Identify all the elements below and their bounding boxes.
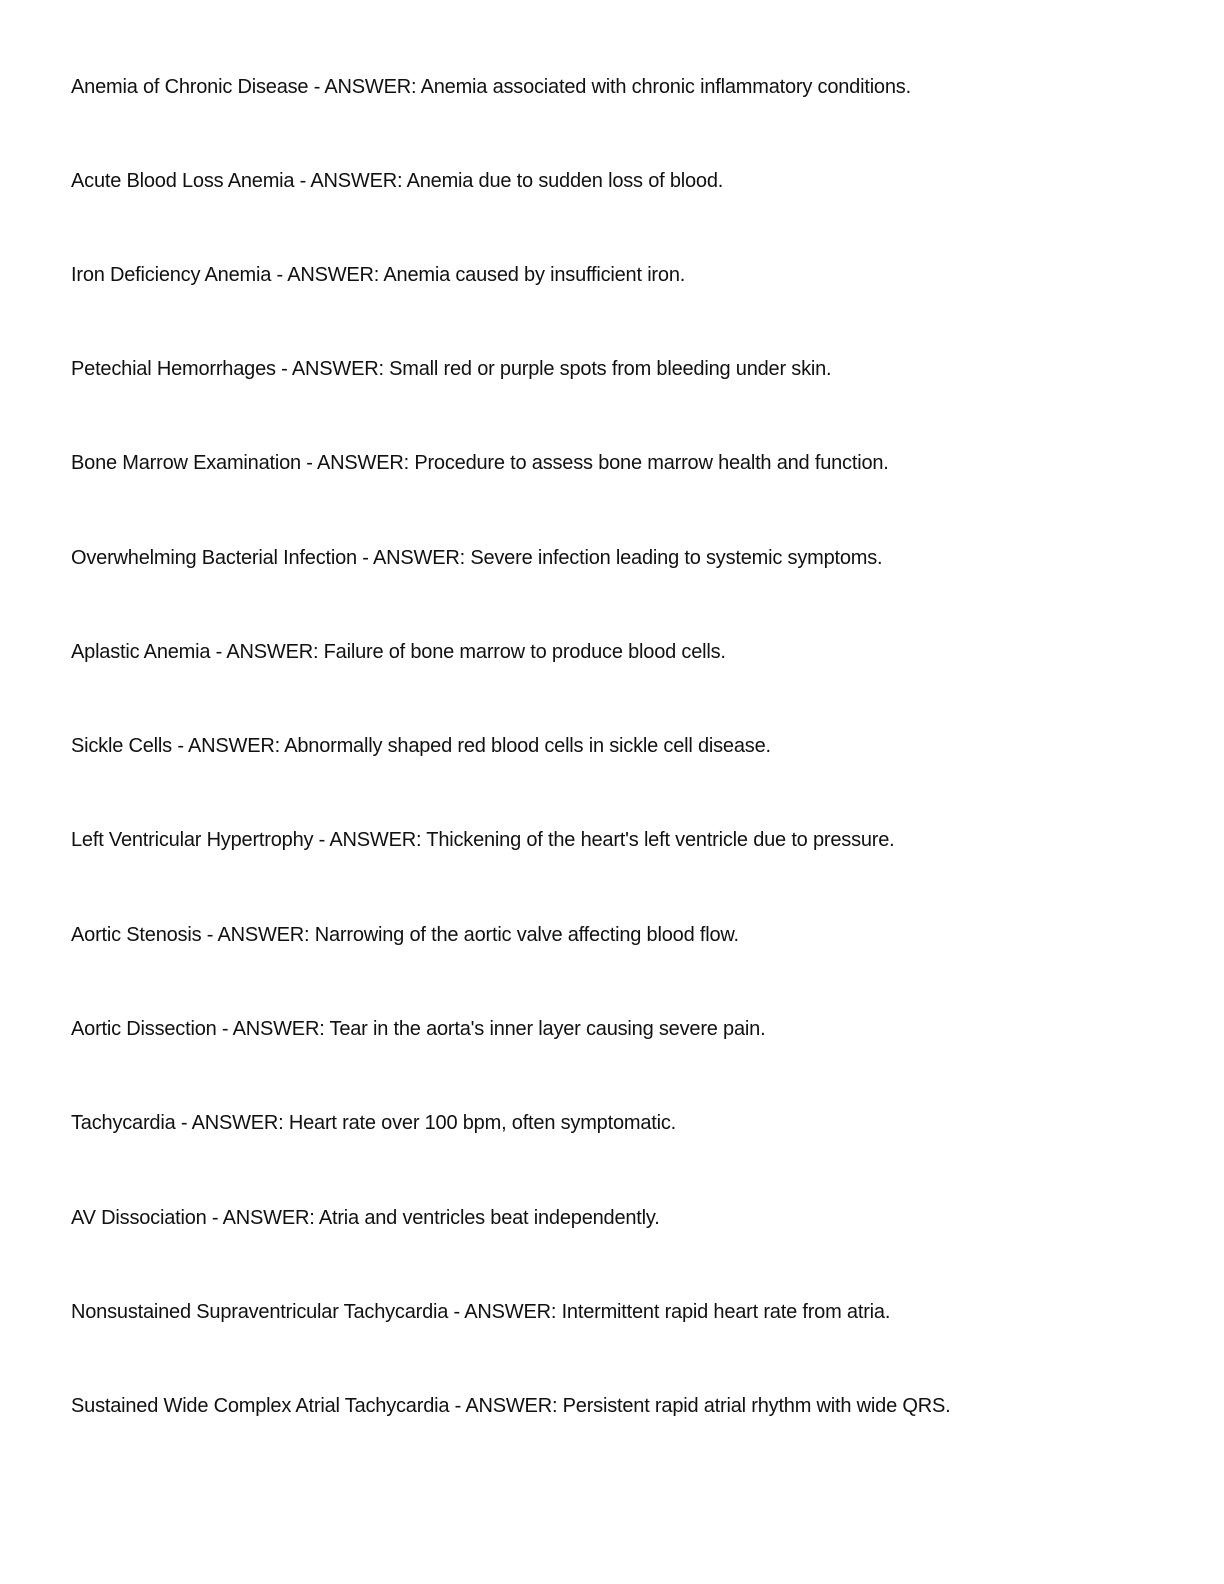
qa-entry: Petechial Hemorrhages - ANSWER: Small red or purple spots from bleeding under skin. xyxy=(71,358,832,380)
qa-entry: Left Ventricular Hypertrophy - ANSWER: Thickening of the heart's left ventricle due to pressure. xyxy=(71,829,895,851)
qa-entry: Acute Blood Loss Anemia - ANSWER: Anemia due to sudden loss of blood. xyxy=(71,170,724,192)
qa-entry: Nonsustained Supraventricular Tachycardia - ANSWER: Intermittent rapid heart rate from atria. xyxy=(71,1301,891,1323)
qa-entry: Sickle Cells - ANSWER: Abnormally shaped red blood cells in sickle cell disease. xyxy=(71,735,771,757)
qa-entry: Aplastic Anemia - ANSWER: Failure of bone marrow to produce blood cells. xyxy=(71,641,726,663)
qa-entry: Anemia of Chronic Disease - ANSWER: Anemia associated with chronic inflammatory conditions. xyxy=(71,76,911,98)
qa-entry: Tachycardia - ANSWER: Heart rate over 100 bpm, often symptomatic. xyxy=(71,1112,677,1134)
qa-entry: Bone Marrow Examination - ANSWER: Procedure to assess bone marrow health and function. xyxy=(71,452,889,474)
qa-entry: Aortic Stenosis - ANSWER: Narrowing of the aortic valve affecting blood flow. xyxy=(71,924,739,946)
qa-entry: Overwhelming Bacterial Infection - ANSWER: Severe infection leading to systemic symptoms. xyxy=(71,547,883,569)
qa-entry: Sustained Wide Complex Atrial Tachycardia - ANSWER: Persistent rapid atrial rhythm with wide QRS. xyxy=(71,1395,951,1417)
qa-entry: AV Dissociation - ANSWER: Atria and ventricles beat independently. xyxy=(71,1207,660,1229)
qa-entry: Iron Deficiency Anemia - ANSWER: Anemia caused by insufficient iron. xyxy=(71,264,686,286)
qa-entry: Aortic Dissection - ANSWER: Tear in the aorta's inner layer causing severe pain. xyxy=(71,1018,766,1040)
